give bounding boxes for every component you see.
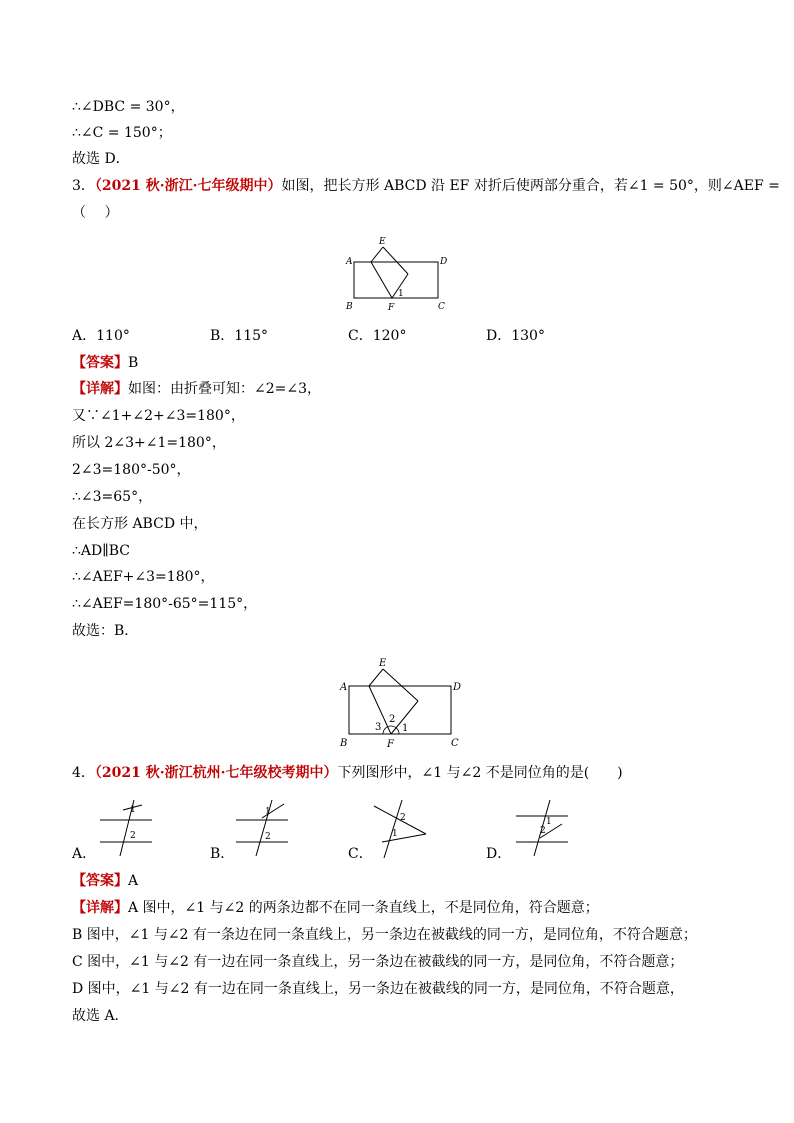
question-source: （2021 秋·浙江·七年级期中）	[94, 178, 282, 194]
detail-line: 【详解】如图：由折叠可知：∠2=∠3，	[72, 381, 322, 397]
question-4-stem	[72, 764, 623, 782]
fold-figure-2	[334, 654, 474, 752]
label-angle-2: 2	[400, 813, 406, 823]
detail-line: B 图中，∠1 与∠2 有一条边在同一条直线上，另一条边在被截线的同一方，是同位角，不符合题意；	[72, 927, 697, 943]
answer-tag: 【答案】	[72, 355, 128, 371]
label-angle-2: 2	[389, 714, 396, 725]
option-b: B．	[210, 846, 235, 862]
answer-tag: 【答案】	[72, 873, 128, 889]
detail-line: ∴∠3=65°，	[72, 489, 153, 505]
label-angle-1: 1	[392, 829, 398, 839]
option-c: C．	[348, 846, 373, 862]
solution-line: ∴∠DBC = 30°，	[72, 99, 185, 115]
label-c: C	[438, 302, 445, 312]
fold-figure-1	[340, 234, 460, 316]
option-c: C．120°	[348, 328, 407, 344]
label-angle-1: 1	[402, 723, 409, 734]
label-angle-1: 1	[546, 817, 552, 827]
label-d: D	[453, 682, 462, 693]
label-c: C	[451, 738, 459, 749]
question-number: 3．	[72, 178, 95, 194]
detail-line: ∴AD∥BC	[72, 543, 130, 559]
detail-line: D 图中，∠1 与∠2 有一边在同一条直线上，另一条边在被截线的同一方，是同位角，不符合题意，	[72, 981, 684, 997]
detail-line: 2∠3=180°-50°，	[72, 462, 191, 478]
option-b: B．115°	[210, 328, 269, 344]
detail-line: 故选 A．	[72, 1008, 129, 1024]
solution-line: 故选 D．	[72, 151, 130, 167]
option-a-figure	[96, 798, 156, 860]
label-angle-2: 2	[540, 826, 546, 836]
label-angle-1: 1	[130, 805, 136, 815]
option-d-figure	[512, 798, 572, 860]
label-angle-3: 3	[375, 722, 382, 733]
label-angle-1: 1	[398, 289, 404, 299]
detail-line: 又∵∠1+∠2+∠3=180°，	[72, 408, 245, 424]
label-angle-1: 1	[265, 807, 271, 817]
label-e: E	[379, 237, 386, 247]
option-a: A．	[72, 846, 97, 862]
question-number: 4．	[72, 765, 95, 781]
detail-tag: 【详解】	[72, 900, 128, 916]
label-angle-2: 2	[130, 831, 136, 841]
detail-line: C 图中，∠1 与∠2 有一边在同一条直线上，另一条边在被截线的同一方，是同位角，不符合题意；	[72, 954, 684, 970]
detail-line: 所以 2∠3+∠1=180°，	[72, 435, 226, 451]
label-b: B	[346, 302, 353, 312]
option-a: A．110°	[72, 328, 130, 344]
label-angle-2: 2	[265, 832, 271, 842]
answer-parens: （ ）	[72, 205, 119, 221]
label-f: F	[387, 739, 394, 750]
question-text: 下列图形中，∠1 与∠2 不是同位角的是( )	[337, 765, 623, 781]
answer-value: A	[128, 873, 139, 889]
option-b-figure	[232, 798, 292, 860]
detail-line: 在长方形 ABCD 中，	[72, 516, 208, 532]
label-a: A	[346, 257, 353, 267]
question-3-stem	[72, 177, 780, 195]
detail-tag: 【详解】	[72, 381, 128, 397]
solution-line: ∴∠C = 150°；	[72, 125, 172, 141]
option-c-figure	[368, 798, 432, 860]
answer-value: B	[128, 355, 139, 371]
answer-line	[72, 872, 138, 890]
label-d: D	[440, 257, 448, 267]
answer-line	[72, 354, 138, 372]
detail-line: ∴∠AEF+∠3=180°，	[72, 569, 215, 585]
label-e: E	[379, 658, 387, 669]
detail-line: ∴∠AEF=180°-65°=115°，	[72, 596, 258, 612]
option-d: D．130°	[486, 328, 545, 344]
detail-line: 故选：B．	[72, 623, 139, 639]
label-a: A	[340, 682, 348, 693]
label-b: B	[340, 738, 348, 749]
question-source: （2021 秋·浙江杭州·七年级校考期中）	[94, 765, 338, 781]
detail-line: 【详解】A 图中，∠1 与∠2 的两条边都不在同一条直线上，不是同位角，符合题意；	[72, 900, 599, 916]
question-text: 如图，把长方形 ABCD 沿 EF 对折后使两部分重合，若∠1 = 50°，则∠AEF =	[281, 178, 780, 194]
option-d: D．	[486, 846, 512, 862]
label-f: F	[388, 303, 395, 313]
